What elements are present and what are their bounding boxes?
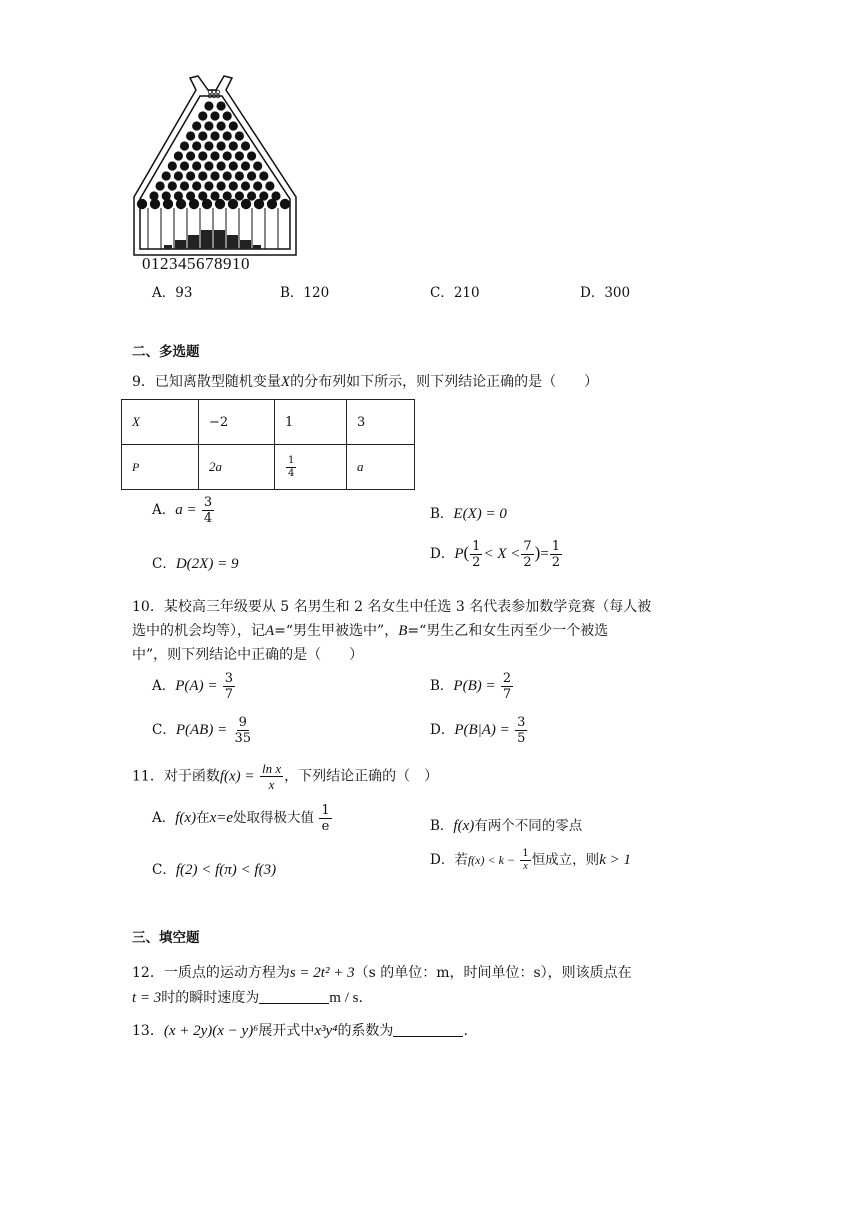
peg [189,199,199,209]
peg [186,171,195,180]
peg [223,191,232,200]
q8-option-a: A．93 [152,285,193,301]
peg [235,171,244,180]
table-cell: 1 [275,400,347,445]
peg [223,111,232,120]
peg [217,181,226,190]
q11-option-b: B．f(x)有两个不同的零点 [430,818,583,834]
bin-dividers [148,208,278,249]
peg [229,121,238,130]
q10-option-b: B．P(B) = $\frac{2}{7}$ [430,671,512,702]
peg [215,199,225,209]
table-cell: P [122,445,199,490]
q13-stem: 13．(x + 2y)(x − y)⁶展开式中x³y⁴的系数为 . [132,1023,468,1039]
q9-option-c: C．D(2X) = 9 [152,556,239,572]
peg [192,161,201,170]
table-cell: $\frac{1}{4}$ [275,445,347,490]
peg [217,141,226,150]
peg [186,151,195,160]
peg [180,141,189,150]
peg [204,141,213,150]
q11-option-c: C．f(2) < f(π) < f(3) [152,862,277,878]
peg [204,181,213,190]
peg [204,121,213,130]
peg [223,131,232,140]
peg [235,151,244,160]
section-title-multiple-choice: 二、多选题 [132,344,200,360]
distribution-table [121,399,415,490]
peg [180,181,189,190]
peg [247,151,256,160]
peg [163,199,173,209]
peg [241,141,250,150]
table-cell: −2 [199,400,275,445]
peg [162,171,171,180]
peg [267,199,277,209]
peg [247,171,256,180]
peg [176,199,186,209]
q12-stem-line2: t = 3时的瞬时速度为 m / s. [132,990,363,1006]
peg [150,199,160,209]
peg [174,171,183,180]
peg [192,121,201,130]
q9-option-a: A．a = $\frac{3}{4}$ [152,495,213,526]
peg [217,121,226,130]
table-cell: 3 [347,400,415,445]
ball [216,90,220,94]
peg [241,199,251,209]
peg [198,131,207,140]
peg [217,101,226,110]
peg [198,151,207,160]
table-cell: a [347,445,415,490]
peg [223,151,232,160]
peg [254,199,264,209]
peg [235,191,244,200]
table-cell: X [122,400,199,445]
q9-option-b: B．E(X) = 0 [430,506,507,522]
peg [180,161,189,170]
peg [168,161,177,170]
peg [168,181,177,190]
q8-option-d: D．300 [580,285,631,301]
answer-blank[interactable] [259,989,329,1004]
peg [210,131,219,140]
peg [253,181,262,190]
peg [137,199,147,209]
peg [198,111,207,120]
peg [186,131,195,140]
galton-board-figure [128,70,308,270]
peg [210,171,219,180]
answer-blank[interactable] [393,1022,463,1037]
section-title-fill-in: 三、填空题 [132,930,200,946]
peg [241,181,250,190]
peg [229,181,238,190]
q9-option-d: D．P( $\frac{1}{2}$ < X < $\frac{7}{2}$ )= $\frac{1}{2}$ [430,539,561,570]
q10-stem-line2: 选中的机会均等），记A=“男生甲被选中”，B=“男生乙和女生丙至少一个被选 [132,623,609,639]
q10-stem-line3: 中”，则下列结论中正确的是（ ） [132,647,364,663]
peg [174,151,183,160]
q11-stem: 11．对于函数f(x) = $\frac{\text{ln x}}{x}$ ，下列结论正确的（ ） [132,761,439,792]
q10-option-d: D．P(B|A) = $\frac{3}{5}$ [430,715,526,746]
peg [202,199,212,209]
peg [247,191,256,200]
peg [280,199,290,209]
q10-stem-line1: 10．某校高三年级要从 5 名男生和 2 名女生中任选 3 名代表参加数学竞赛（每人被 [132,599,652,615]
peg [192,141,201,150]
peg [204,101,213,110]
peg [229,141,238,150]
bin-labels: 012345678910 [142,254,250,273]
q11-option-a: A．f(x)在x=e处取得极大值 $\frac{1}{e}$ [152,803,330,834]
pegs [137,90,290,209]
peg [204,161,213,170]
q8-option-b: B．120 [280,285,330,301]
peg [198,171,207,180]
q11-option-d: D．若f(x) < k − $\frac{1}{x}$ 恒成立，则k > 1 [430,848,631,872]
peg [192,181,201,190]
q8-option-c: C．210 [430,285,480,301]
peg [223,171,232,180]
peg [265,181,274,190]
q10-option-a: A．P(A) = $\frac{3}{7}$ [152,671,234,702]
q12-stem-line1: 12．一质点的运动方程为s = 2t² + 3（s 的单位：m，时间单位：s），则该质点在 [132,965,632,981]
peg [229,161,238,170]
peg [210,151,219,160]
peg [253,161,262,170]
peg [259,171,268,180]
peg [217,161,226,170]
board-frame [134,76,296,255]
q9-stem: 9．已知离散型随机变量X的分布列如下所示，则下列结论正确的是（ ） [132,374,599,390]
q10-option-c: C．P(AB) = $\frac{9}{35}$ [152,715,252,746]
peg [210,111,219,120]
peg [235,131,244,140]
table-cell: 2a [199,445,275,490]
peg [241,161,250,170]
peg [156,181,165,190]
peg [228,199,238,209]
